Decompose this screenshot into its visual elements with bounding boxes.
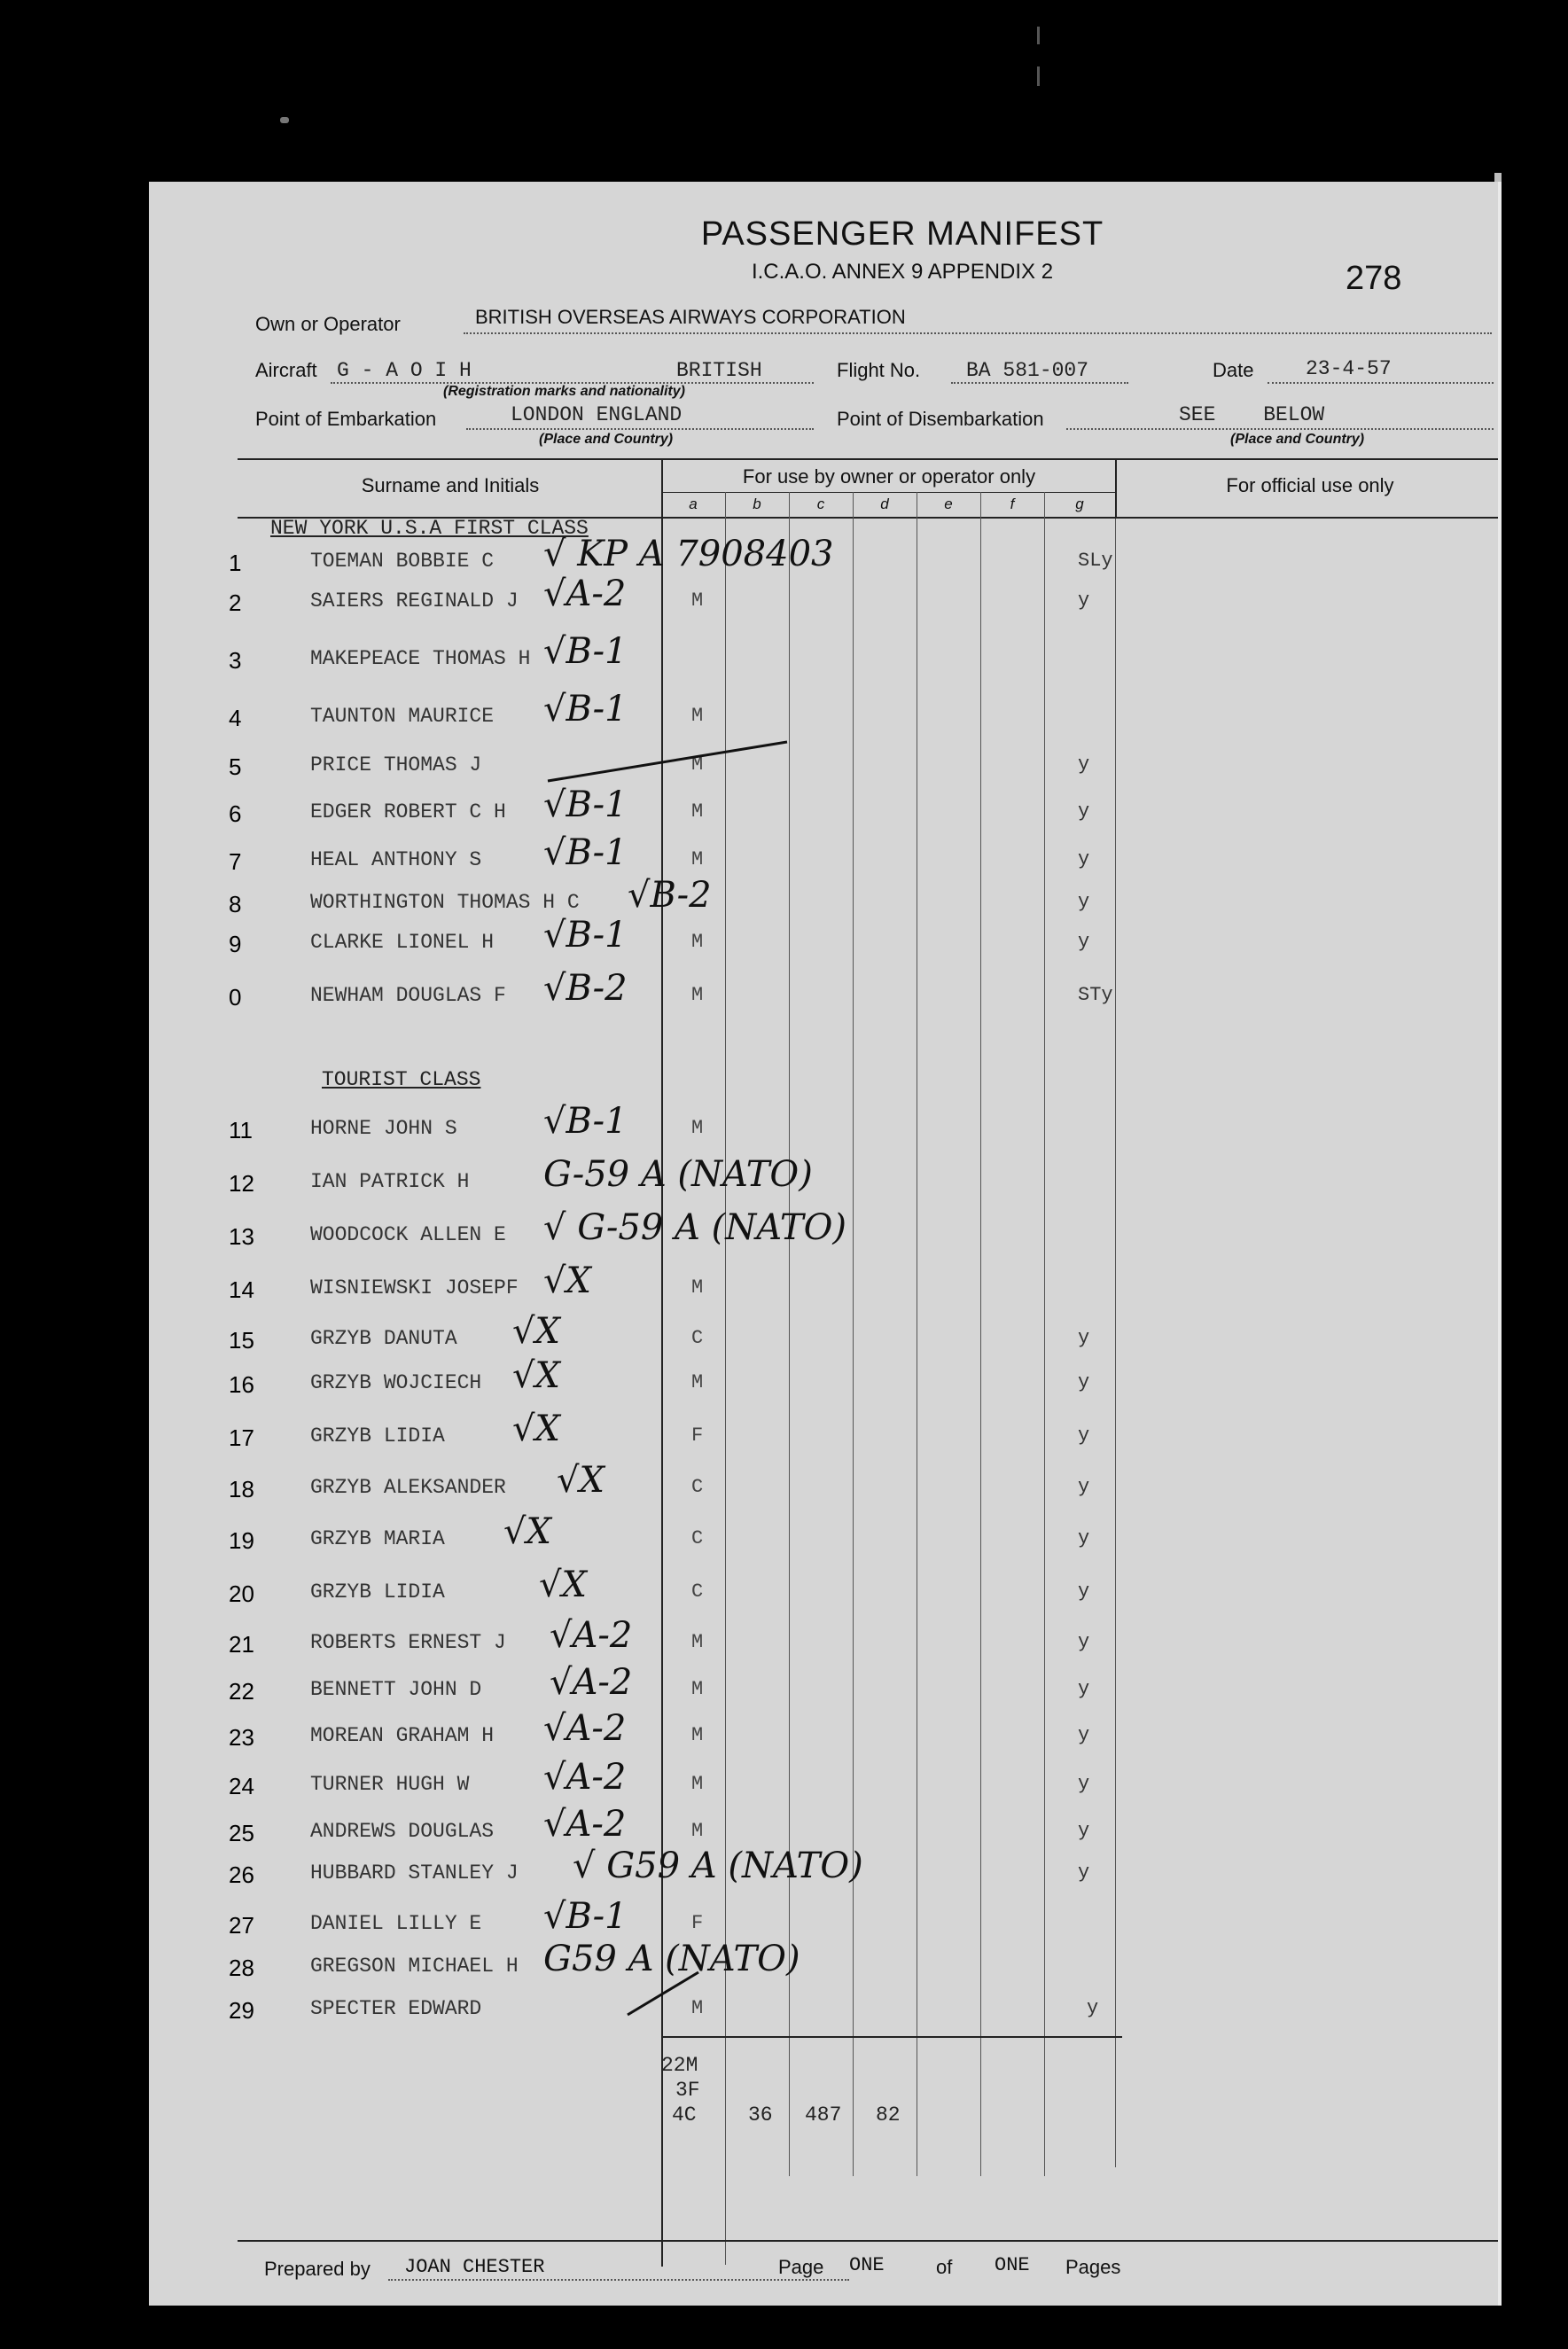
disembark-note: (Place and Country) [1230, 432, 1365, 447]
flight-value: BA 581-007 [966, 359, 1089, 382]
passenger-row: 3 MAKEPEACE THOMAS H √B-1 [229, 631, 628, 674]
passenger-row: 7 HEAL ANTHONY S √B-1 M y [229, 832, 1090, 875]
embark-value: LONDON ENGLAND [511, 403, 683, 426]
totals-col-a: 4C [672, 2103, 697, 2127]
page-number: 278 [1346, 260, 1402, 297]
aircraft-nationality: BRITISH [676, 359, 762, 382]
passenger-row: 8 WORTHINGTON THOMAS H C √B-2 y [229, 875, 1090, 917]
totals-males: 22M [661, 2054, 698, 2077]
date-label: Date [1213, 359, 1254, 381]
passenger-row: 25 ANDREWS DOUGLAS √A-2 M y [229, 1804, 1090, 1846]
handwriting-strokes [149, 182, 1498, 2306]
col-letter-b: b [753, 496, 761, 512]
manifest-subtitle: I.C.A.O. ANNEX 9 APPENDIX 2 [751, 260, 1054, 284]
page-value: ONE [849, 2254, 885, 2276]
prepared-by-value: JOAN CHESTER [404, 2256, 545, 2278]
of-label: of [936, 2256, 953, 2278]
passenger-row: 18 GRZYB ALEKSANDER √X C y [229, 1460, 1090, 1502]
registration-note: (Registration marks and nationality) [443, 384, 685, 399]
passenger-row: 2 SAIERS REGINALD J √A-2 M y [229, 574, 1090, 616]
owner-use-header: For use by owner or operator only [742, 465, 1036, 488]
passenger-row: 11 HORNE JOHN S √B-1 M [229, 1101, 704, 1143]
col-letter-e: e [944, 496, 953, 512]
col-letter-c: c [816, 496, 825, 512]
passenger-row: 22 BENNETT JOHN D √A-2 M y [229, 1662, 1090, 1705]
embark-label: Point of Embarkation [255, 408, 437, 430]
passenger-row: 24 TURNER HUGH W √A-2 M y [229, 1757, 1090, 1799]
col-letter-g: g [1075, 496, 1084, 512]
flight-label: Flight No. [837, 359, 921, 381]
date-value: 23-4-57 [1306, 357, 1392, 380]
aircraft-value: G - A O I H [337, 359, 472, 382]
passenger-row: 16 GRZYB WOJCIECH √X M y [229, 1355, 1090, 1398]
manifest-title: PASSENGER MANIFEST [700, 215, 1104, 253]
totals-col-c: 487 [805, 2103, 842, 2127]
passenger-row: 9 CLARKE LIONEL H √B-1 M y [229, 915, 1090, 957]
passenger-row: 26 HUBBARD STANLEY J √ G59 A (NATO) y [229, 1846, 1090, 1888]
passenger-row: 21 ROBERTS ERNEST J √A-2 M y [229, 1615, 1090, 1658]
crossout-stroke [628, 1972, 698, 2015]
of-value: ONE [995, 2254, 1030, 2276]
passenger-row: 4 TAUNTON MAURICE √B-1 M [229, 689, 704, 731]
scan-speck [280, 117, 289, 123]
pages-label: Pages [1065, 2256, 1121, 2278]
passenger-row: 5 PRICE THOMAS J M y [229, 753, 1090, 780]
crossout-stroke [548, 742, 787, 781]
manifest-sheet [149, 182, 1502, 2306]
totals-col-d: 82 [876, 2103, 901, 2127]
embark-note: (Place and Country) [539, 432, 674, 447]
page-label: Page [778, 2256, 824, 2278]
passenger-row: 23 MOREAN GRAHAM H √A-2 M y [229, 1708, 1090, 1751]
official-use-header: For official use only [1226, 474, 1394, 496]
owner-value: BRITISH OVERSEAS AIRWAYS CORPORATION [475, 306, 906, 328]
passenger-row: 1 TOEMAN BOBBIE C √ KP A 7908403 SLy [229, 534, 1113, 576]
passenger-row: 6 EDGER ROBERT C H √B-1 M y [229, 784, 1090, 827]
owner-label: Own or Operator [255, 313, 401, 335]
col-letter-a: a [689, 496, 698, 512]
col-letter-f: f [1010, 496, 1015, 512]
totals-col-b: 36 [748, 2103, 773, 2127]
scan-mark [1037, 66, 1040, 86]
passenger-row: 15 GRZYB DANUTA √X C y [229, 1311, 1090, 1354]
passenger-row: 17 GRZYB LIDIA √X F y [229, 1409, 1090, 1451]
passenger-row: 28 GREGSON MICHAEL H G59 A (NATO) [229, 1939, 800, 1981]
col-letter-d: d [880, 496, 889, 512]
passenger-row: 0 NEWHAM DOUGLAS F √B-2 M STy [229, 968, 1113, 1011]
passenger-row: 27 DANIEL LILLY E √B-1 F [229, 1896, 704, 1939]
passenger-row: 29 SPECTER EDWARD M y [229, 1997, 1099, 2024]
prepared-by-label: Prepared by [264, 2258, 371, 2280]
disembark-value: SEE BELOW [1179, 403, 1325, 426]
aircraft-label: Aircraft [255, 359, 317, 381]
totals-females: 3F [675, 2079, 700, 2102]
passenger-row: 12 IAN PATRICK H G-59 A (NATO) [229, 1154, 813, 1197]
first-class-heading: NEW YORK U.S.A FIRST CLASS [270, 517, 589, 540]
passenger-row: 19 GRZYB MARIA √X C y [229, 1511, 1090, 1554]
name-column-header: Surname and Initials [361, 474, 540, 496]
scan-mark [1037, 27, 1040, 44]
disembark-label: Point of Disembarkation [837, 408, 1044, 430]
passenger-row: 14 WISNIEWSKI JOSEPF √X M [229, 1260, 704, 1303]
passenger-row: 20 GRZYB LIDIA √X C y [229, 1565, 1090, 1607]
passenger-row: 13 WOODCOCK ALLEN E √ G-59 A (NATO) [229, 1207, 847, 1250]
tourist-class-heading: TOURIST CLASS [322, 1068, 481, 1091]
